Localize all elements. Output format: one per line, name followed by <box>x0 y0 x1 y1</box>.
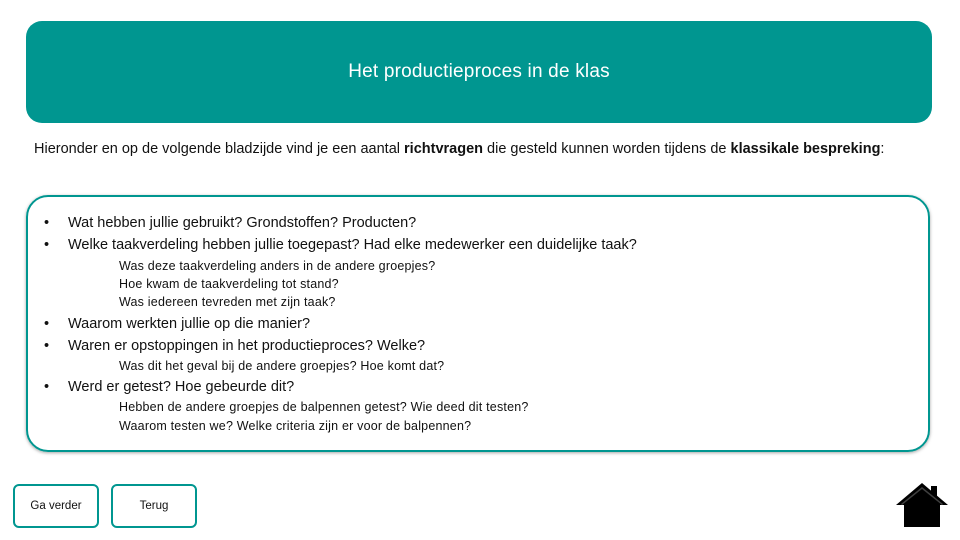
sub-question: Was dit het geval bij de andere groepjes? Hoe komt dat? <box>119 359 445 373</box>
question-text: Waarom werkten jullie op die manier? <box>68 316 311 332</box>
home-icon <box>895 482 949 528</box>
question-text: Wat hebben jullie gebruikt? Grondstoffen? Producten? <box>68 215 417 231</box>
bullet: • <box>44 338 50 354</box>
back-button-label: Terug <box>139 500 169 512</box>
question-text: Welke taakverdeling hebben jullie toegepast? Had elke medewerker een duidelijke taak? <box>68 237 637 253</box>
sub-question: Hebben de andere groepjes de balpennen getest? Wie deed dit testen? <box>119 400 529 414</box>
question-item <box>44 213 416 233</box>
page-title: Het productieproces in de klas <box>348 61 610 82</box>
bullet: • <box>44 215 50 231</box>
sub-question: Was iedereen tevreden met zijn taak? <box>119 295 336 309</box>
question-text: Werd er getest? Hoe gebeurde dit? <box>68 379 295 395</box>
intro-bold-bespreking: klassikale bespreking <box>730 141 881 157</box>
title-banner <box>26 21 932 123</box>
back-button[interactable] <box>111 484 197 528</box>
question-item <box>44 336 425 356</box>
next-button-label: Ga verder <box>30 500 82 512</box>
home-button[interactable] <box>895 482 949 528</box>
intro-part3: : <box>880 141 885 157</box>
intro-bold-richtvragen: richtvragen <box>404 141 484 157</box>
question-item <box>44 235 637 255</box>
intro-part1: Hieronder en op de volgende bladzijde vind je een aantal <box>34 141 405 157</box>
question-item <box>44 314 310 334</box>
sub-question: Hoe kwam de taakverdeling tot stand? <box>119 277 339 291</box>
question-item <box>44 377 294 397</box>
sub-question: Waarom testen we? Welke criteria zijn er voor de balpennen? <box>119 419 472 433</box>
next-button[interactable] <box>13 484 99 528</box>
sub-question: Was deze taakverdeling anders in de andere groepjes? <box>119 259 436 273</box>
intro-text <box>34 138 914 160</box>
question-text: Waren er opstoppingen in het productieproces? Welke? <box>68 338 426 354</box>
intro-part2: die gesteld kunnen worden tijdens de <box>483 141 731 157</box>
bullet: • <box>44 379 50 395</box>
bullet: • <box>44 316 50 332</box>
bullet: • <box>44 237 50 253</box>
